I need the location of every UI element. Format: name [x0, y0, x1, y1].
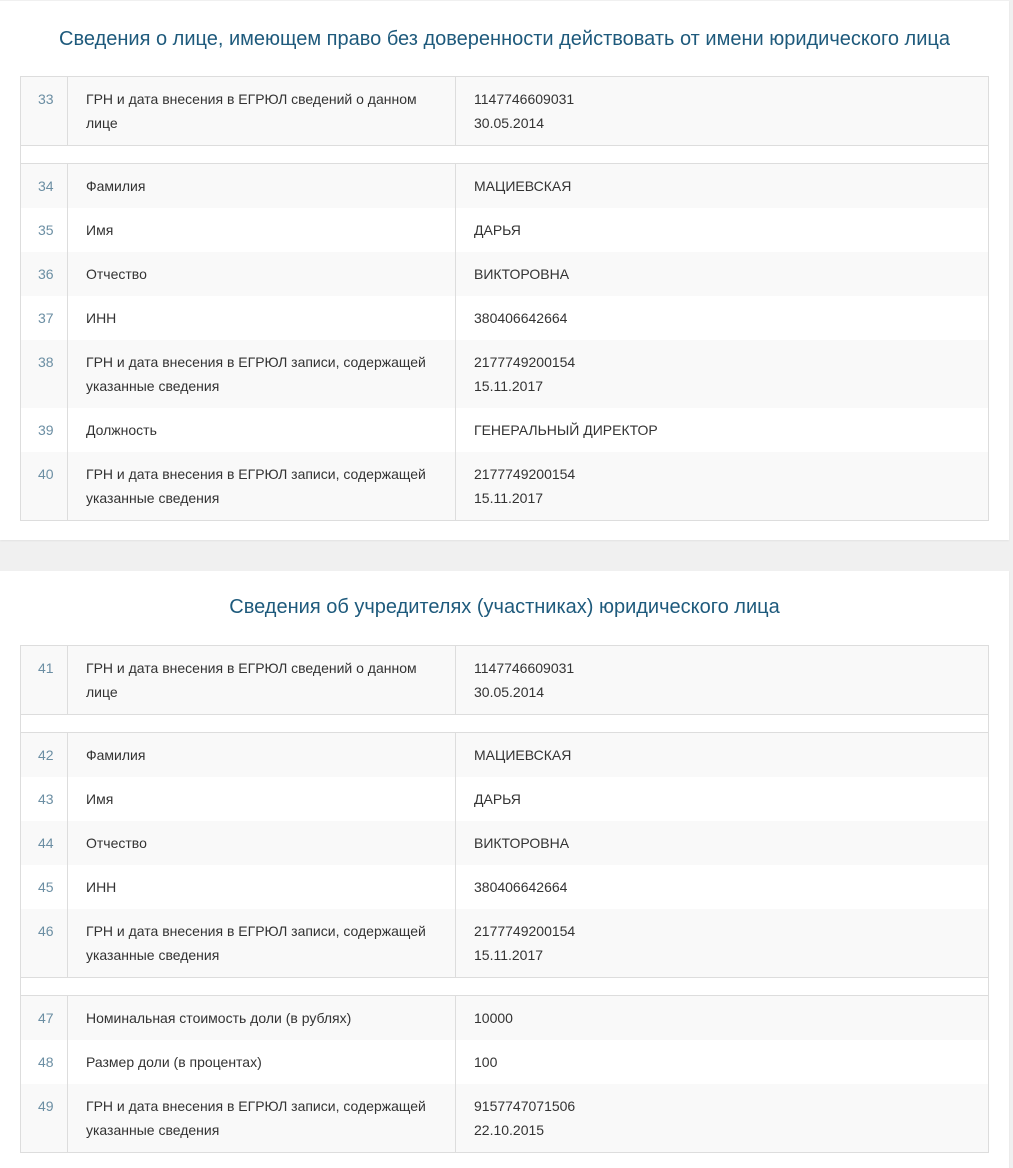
- value-line: 30.05.2014: [474, 115, 545, 131]
- row-number: 46: [21, 909, 68, 978]
- row-number: 44: [21, 821, 68, 865]
- field-value: ВИКТОРОВНА: [456, 252, 989, 296]
- table-row: [21, 452, 989, 521]
- field-label: Размер доли (в процентах): [68, 1040, 456, 1084]
- table-row: [21, 77, 989, 146]
- row-number: 42: [21, 733, 68, 778]
- row-number: 48: [21, 1040, 68, 1084]
- table-row: [21, 646, 989, 715]
- table-row: [21, 1040, 989, 1084]
- table-row: [21, 821, 989, 865]
- row-number: 40: [21, 452, 68, 521]
- field-label: Фамилия: [68, 164, 456, 209]
- field-value: ВИКТОРОВНА: [456, 821, 989, 865]
- field-label: Отчество: [68, 252, 456, 296]
- row-number: 47: [21, 996, 68, 1041]
- row-separator: [21, 146, 989, 164]
- field-value: МАЦИЕВСКАЯ: [456, 733, 989, 778]
- field-label: ГРН и дата внесения в ЕГРЮЛ записи, содержащей указанные сведения: [68, 1084, 456, 1153]
- field-value: [456, 1084, 989, 1153]
- row-number: 38: [21, 340, 68, 408]
- row-number: 41: [21, 646, 68, 715]
- field-label: ГРН и дата внесения в ЕГРЮЛ записи, содержащей указанные сведения: [68, 909, 456, 978]
- founders-section: [0, 571, 1009, 1168]
- row-separator: [21, 978, 989, 996]
- field-value: 10000: [456, 996, 989, 1041]
- section-title: Сведения о лице, имеющем право без доверенности действовать от имени юридического лица: [59, 28, 950, 50]
- field-value: 100: [456, 1040, 989, 1084]
- row-number: 39: [21, 408, 68, 452]
- table-row: [21, 340, 989, 408]
- field-label: Должность: [68, 408, 456, 452]
- field-label: Отчество: [68, 821, 456, 865]
- field-value: [456, 646, 989, 715]
- value-line: 15.11.2017: [474, 947, 544, 963]
- field-label: Фамилия: [68, 733, 456, 778]
- field-label: ГРН и дата внесения в ЕГРЮЛ записи, содержащей указанные сведения: [68, 452, 456, 521]
- table-row: [21, 164, 989, 209]
- value-line: 9157747071506: [474, 1098, 576, 1114]
- field-label: ГРН и дата внесения в ЕГРЮЛ сведений о данном лице: [68, 77, 456, 146]
- value-line: 15.11.2017: [474, 378, 544, 394]
- field-label: ИНН: [68, 296, 456, 340]
- table-row: [21, 408, 989, 452]
- value-line: 2177749200154: [474, 923, 576, 939]
- row-number: 36: [21, 252, 68, 296]
- field-value: ДАРЬЯ: [456, 208, 989, 252]
- separator-cell: [21, 715, 989, 733]
- table-row: [21, 1084, 989, 1153]
- field-label: ГРН и дата внесения в ЕГРЮЛ сведений о данном лице: [68, 646, 456, 715]
- table-row: [21, 865, 989, 909]
- value-line: 15.11.2017: [474, 490, 544, 506]
- field-value: [456, 77, 989, 146]
- row-separator: [21, 715, 989, 733]
- field-value: 380406642664: [456, 296, 989, 340]
- founders-table: [20, 645, 989, 1153]
- field-value: ДАРЬЯ: [456, 777, 989, 821]
- table-row: [21, 733, 989, 778]
- value-line: 30.05.2014: [474, 684, 545, 700]
- field-value: ГЕНЕРАЛЬНЫЙ ДИРЕКТОР: [456, 408, 989, 452]
- separator-cell: [21, 146, 989, 164]
- separator-cell: [21, 978, 989, 996]
- table-row: [21, 252, 989, 296]
- row-number: 45: [21, 865, 68, 909]
- field-value: [456, 909, 989, 978]
- field-label: Имя: [68, 777, 456, 821]
- field-value: [456, 340, 989, 408]
- value-line: 2177749200154: [474, 354, 576, 370]
- field-value: МАЦИЕВСКАЯ: [456, 164, 989, 209]
- field-label: ГРН и дата внесения в ЕГРЮЛ записи, содержащей указанные сведения: [68, 340, 456, 408]
- value-line: 1147746609031: [474, 660, 575, 676]
- value-line: 2177749200154: [474, 466, 576, 482]
- table-row: [21, 777, 989, 821]
- field-value: 380406642664: [456, 865, 989, 909]
- row-number: 43: [21, 777, 68, 821]
- row-number: 37: [21, 296, 68, 340]
- table-row: [21, 208, 989, 252]
- director-section: [0, 1, 1009, 540]
- field-label: ИНН: [68, 865, 456, 909]
- section-title: Сведения об учредителях (участниках) юридического лица: [229, 596, 780, 618]
- row-number: 49: [21, 1084, 68, 1153]
- value-line: 22.10.2015: [474, 1122, 545, 1138]
- value-line: 1147746609031: [474, 91, 575, 107]
- director-table: [20, 76, 989, 521]
- field-label: Номинальная стоимость доли (в рублях): [68, 996, 456, 1041]
- table-row: [21, 996, 989, 1041]
- field-label: Имя: [68, 208, 456, 252]
- table-row: [21, 909, 989, 978]
- row-number: 33: [21, 77, 68, 146]
- row-number: 35: [21, 208, 68, 252]
- table-row: [21, 296, 989, 340]
- field-value: [456, 452, 989, 521]
- row-number: 34: [21, 164, 68, 209]
